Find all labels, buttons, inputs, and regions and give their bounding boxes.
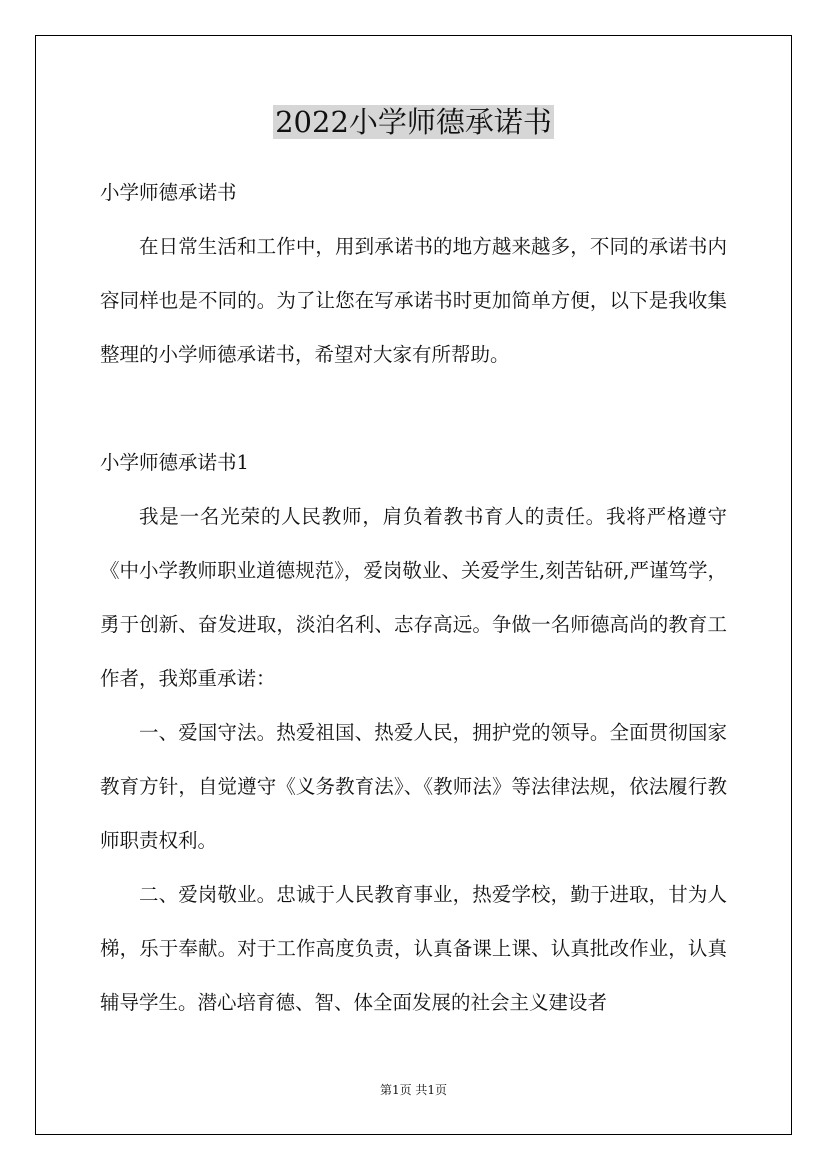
page-number-footer: 第1页 共1页 bbox=[379, 1083, 448, 1097]
intro-paragraph: 在日常生活和工作中，用到承诺书的地方越来越多，不同的承诺书内容同样也是不同的。为了让您在写承诺书时更加简单方便，以下是我收集整理的小学师德承诺书，希望对大家有所帮助。 bbox=[100, 235, 727, 366]
document-title-text: 2022小学师德承诺书 bbox=[275, 105, 552, 139]
body-paragraph-item-2: 二、爱岗敬业。忠诚于人民教育事业，热爱学校，勤于进取，甘为人梯，乐于奉献。对于工作高度负责，认真备课上课、认真批改作业，认真辅导学生。潜心培育德、智、体全面发展的社会主义建设者 bbox=[100, 883, 727, 1014]
section-heading: 小学师德承诺书1 bbox=[100, 451, 249, 474]
document-title bbox=[0, 100, 827, 144]
body-paragraph-pledge: 我是一名光荣的人民教师，肩负着教书育人的责任。我将严格遵守《中小学教师职业道德规范》，爱岗敬业、关爱学生,刻苦钻研,严谨笃学，勇于创新、奋发进取，淡泊名利、志存高远。争做一名师德高尚的教育工作者，我郑重承诺： bbox=[100, 505, 727, 690]
blank-line bbox=[100, 382, 727, 436]
body-paragraph-item-1: 一、爱国守法。热爱祖国、热爱人民，拥护党的领导。全面贯彻国家教育方针，自觉遵守《义务教育法》、《教师法》等法律法规，依法履行教师职责权利。 bbox=[100, 721, 727, 852]
document-body bbox=[100, 166, 727, 1030]
subtitle-line: 小学师德承诺书 bbox=[100, 181, 237, 204]
